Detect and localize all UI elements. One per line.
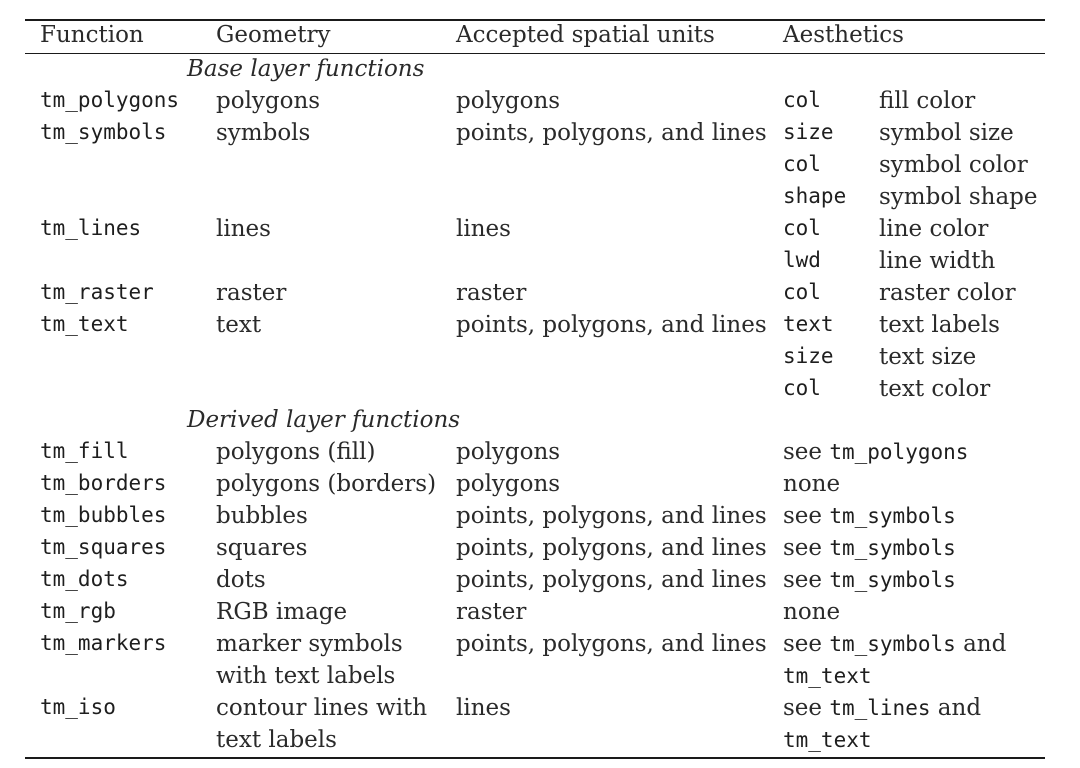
table-row bbox=[0, 471, 1080, 503]
cell-function: tm_lines bbox=[40, 216, 142, 240]
cell-geometry: polygons (fill) bbox=[216, 439, 376, 465]
aesthetics-prefix: see bbox=[783, 503, 830, 529]
table-row bbox=[0, 88, 1080, 120]
cell-units: points, polygons, and lines bbox=[456, 120, 767, 146]
table-row bbox=[0, 344, 1080, 376]
cell-function: tm_markers bbox=[40, 631, 167, 655]
aesthetics-prefix: see bbox=[783, 567, 830, 593]
cell-function: tm_fill bbox=[40, 439, 129, 463]
cell-geometry: bubbles bbox=[216, 503, 308, 529]
cell-aesthetics bbox=[783, 503, 956, 529]
cell-aesthetic-description: text size bbox=[879, 344, 977, 370]
cell-geometry: polygons bbox=[216, 88, 321, 114]
top-rule bbox=[25, 19, 1045, 21]
header-geometry: Geometry bbox=[216, 22, 331, 48]
aesthetics-function-ref: tm_text bbox=[783, 728, 872, 752]
aesthetics-prefix: none bbox=[783, 471, 841, 497]
cell-function: tm_text bbox=[40, 312, 129, 336]
table-row bbox=[0, 120, 1080, 152]
cell-units: polygons bbox=[456, 88, 561, 114]
header-aesthetics: Aesthetics bbox=[783, 22, 904, 48]
cell-aesthetic: shape bbox=[783, 184, 847, 208]
cell-units: points, polygons, and lines bbox=[456, 312, 767, 338]
cell-units: lines bbox=[456, 216, 511, 242]
cell-aesthetic-description: text color bbox=[879, 376, 991, 402]
cell-units: polygons bbox=[456, 439, 561, 465]
table-row bbox=[0, 280, 1080, 312]
cell-aesthetic: text bbox=[783, 312, 834, 336]
cell-aesthetics bbox=[783, 631, 1006, 657]
cell-units: lines bbox=[456, 695, 511, 721]
table-row bbox=[0, 184, 1080, 216]
aesthetics-suffix: and bbox=[930, 695, 982, 721]
aesthetics-function-ref: tm_symbols bbox=[829, 568, 956, 592]
cell-aesthetic: size bbox=[783, 344, 834, 368]
cell-units: polygons bbox=[456, 471, 561, 497]
cell-function: tm_symbols bbox=[40, 120, 167, 144]
aesthetics-function-ref: tm_lines bbox=[829, 696, 931, 720]
aesthetics-prefix: see bbox=[783, 439, 830, 465]
aesthetics-function-ref: tm_text bbox=[783, 664, 872, 688]
cell-aesthetic: lwd bbox=[783, 248, 821, 272]
cell-aesthetic-description: text labels bbox=[879, 312, 1000, 338]
cell-geometry: lines bbox=[216, 216, 271, 242]
aesthetics-function-ref: tm_symbols bbox=[829, 536, 956, 560]
aesthetics-function-ref: tm_polygons bbox=[829, 440, 969, 464]
cell-units: points, polygons, and lines bbox=[456, 503, 767, 529]
cell-function: tm_rgb bbox=[40, 599, 116, 623]
table-row bbox=[0, 567, 1080, 599]
table-row bbox=[0, 535, 1080, 567]
cell-geometry: polygons (borders) bbox=[216, 471, 437, 497]
cell-aesthetic-description: fill color bbox=[879, 88, 976, 114]
cell-aesthetic: size bbox=[783, 120, 834, 144]
cell-aesthetics bbox=[783, 727, 872, 753]
section-heading-base: Base layer functions bbox=[187, 56, 425, 82]
header-function: Function bbox=[40, 22, 144, 48]
cell-aesthetic: col bbox=[783, 216, 821, 240]
header-units: Accepted spatial units bbox=[456, 22, 715, 48]
cell-units: points, polygons, and lines bbox=[456, 535, 767, 561]
cell-aesthetic-description: symbol size bbox=[879, 120, 1014, 146]
cell-aesthetics bbox=[783, 535, 956, 561]
cell-aesthetic: col bbox=[783, 88, 821, 112]
aesthetics-prefix: see bbox=[783, 631, 830, 657]
cell-geometry: text bbox=[216, 312, 262, 338]
cell-function: tm_iso bbox=[40, 695, 116, 719]
cell-aesthetic-description: raster color bbox=[879, 280, 1016, 306]
aesthetics-function-ref: tm_symbols bbox=[829, 632, 956, 656]
cell-function: tm_dots bbox=[40, 567, 129, 591]
cell-function: tm_raster bbox=[40, 280, 154, 304]
header-rule bbox=[25, 53, 1045, 54]
cell-function: tm_polygons bbox=[40, 88, 180, 112]
cell-aesthetic-description: symbol shape bbox=[879, 184, 1038, 210]
table-row bbox=[0, 599, 1080, 631]
cell-geometry: RGB image bbox=[216, 599, 348, 625]
table-row bbox=[0, 216, 1080, 248]
cell-aesthetic-description: symbol color bbox=[879, 152, 1028, 178]
table-row bbox=[0, 663, 1080, 695]
cell-aesthetic: col bbox=[783, 152, 821, 176]
cell-aesthetics bbox=[783, 599, 840, 625]
aesthetics-prefix: see bbox=[783, 695, 830, 721]
aesthetics-prefix: see bbox=[783, 535, 830, 561]
table-row bbox=[0, 695, 1080, 727]
cell-function: tm_bubbles bbox=[40, 503, 167, 527]
aesthetics-function-ref: tm_symbols bbox=[829, 504, 956, 528]
cell-geometry: raster bbox=[216, 280, 287, 306]
table-row bbox=[0, 152, 1080, 184]
table-row bbox=[0, 503, 1080, 535]
cell-units: points, polygons, and lines bbox=[456, 631, 767, 657]
table-row bbox=[0, 248, 1080, 280]
cell-geometry: contour lines with bbox=[216, 695, 428, 721]
cell-units: raster bbox=[456, 599, 527, 625]
cell-aesthetics bbox=[783, 471, 840, 497]
section-heading-derived: Derived layer functions bbox=[187, 407, 461, 433]
table-row bbox=[0, 376, 1080, 408]
bottom-rule bbox=[25, 757, 1045, 759]
cell-aesthetics bbox=[783, 439, 968, 465]
cell-aesthetics bbox=[783, 663, 872, 689]
cell-units: raster bbox=[456, 280, 527, 306]
cell-aesthetics bbox=[783, 695, 981, 721]
cell-geometry: symbols bbox=[216, 120, 311, 146]
table-row bbox=[0, 727, 1080, 759]
cell-geometry: dots bbox=[216, 567, 266, 593]
cell-aesthetic-description: line color bbox=[879, 216, 989, 242]
cell-aesthetic: col bbox=[783, 280, 821, 304]
cell-aesthetics bbox=[783, 567, 956, 593]
cell-geometry: with text labels bbox=[216, 663, 396, 689]
cell-aesthetic-description: line width bbox=[879, 248, 996, 274]
aesthetics-suffix: and bbox=[955, 631, 1007, 657]
cell-geometry: marker symbols bbox=[216, 631, 403, 657]
cell-units: points, polygons, and lines bbox=[456, 567, 767, 593]
table-row bbox=[0, 439, 1080, 471]
cell-function: tm_squares bbox=[40, 535, 167, 559]
table-row bbox=[0, 631, 1080, 663]
aesthetics-prefix: none bbox=[783, 599, 841, 625]
cell-function: tm_borders bbox=[40, 471, 167, 495]
cell-geometry: squares bbox=[216, 535, 308, 561]
cell-geometry: text labels bbox=[216, 727, 337, 753]
cell-aesthetic: col bbox=[783, 376, 821, 400]
table-row bbox=[0, 312, 1080, 344]
